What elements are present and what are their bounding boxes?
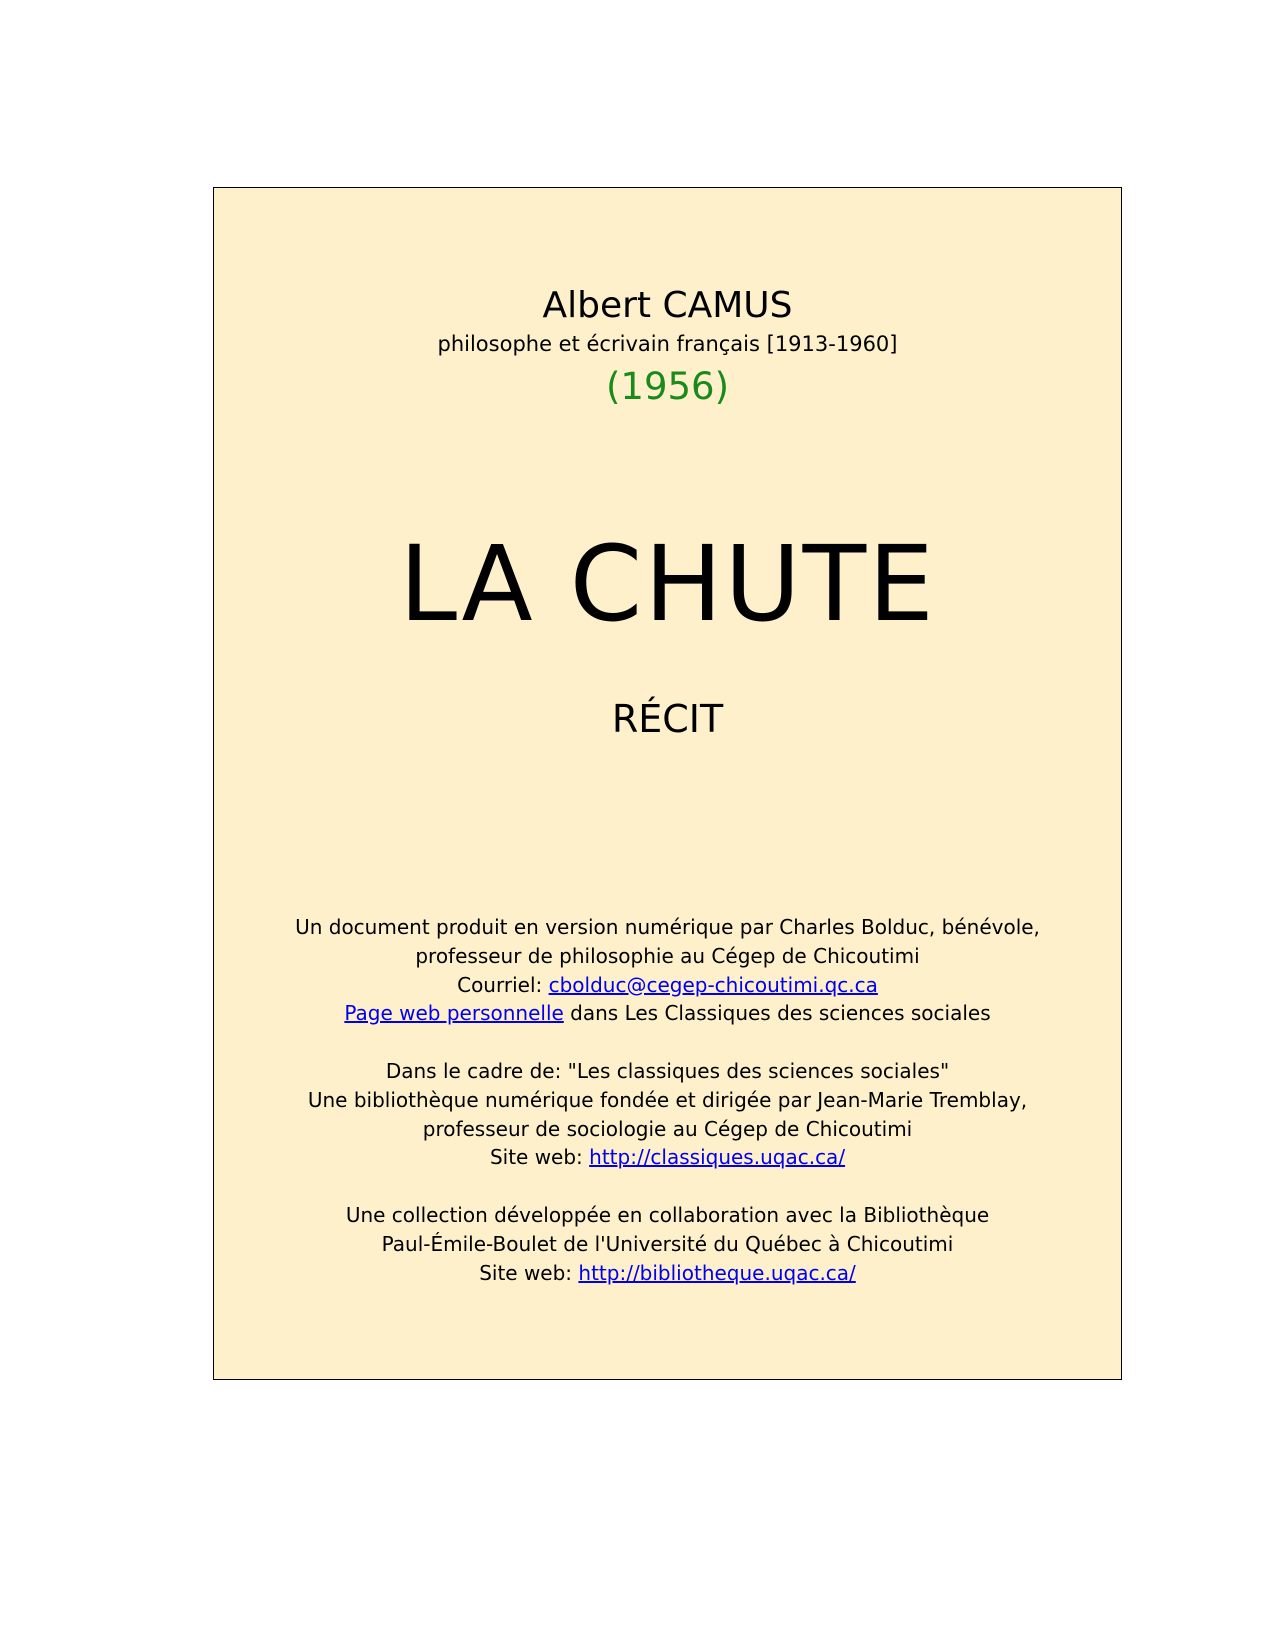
spacer (214, 1172, 1121, 1201)
classiques-site-link[interactable]: http://classiques.uqac.ca/ (589, 1145, 846, 1170)
collection-founder-role: professeur de sociologie au Cégep de Chicoutimi (422, 1116, 913, 1141)
personal-page-link[interactable]: Page web personnelle (344, 1001, 564, 1026)
cover-page (213, 187, 1122, 1380)
publication-year: (1956) (605, 365, 730, 408)
collection-founder-line: Une bibliothèque numérique fondée et dirigée par Jean-Marie Tremblay, (307, 1087, 1028, 1112)
spacer (214, 1028, 1121, 1057)
credits-personal-page-line (214, 999, 1121, 1028)
library-collab-line: Une collection développée en collaboration avec la Bibliothèque (345, 1202, 990, 1227)
library-site-link[interactable]: http://bibliotheque.uqac.ca/ (578, 1260, 856, 1285)
credits-email-line (214, 971, 1121, 1000)
credits-section (214, 913, 1121, 1287)
author-name: Albert CAMUS (542, 285, 793, 326)
library-site-line (214, 1259, 1121, 1288)
personal-page-suffix: dans Les Classiques des sciences sociales (563, 1001, 991, 1026)
library-site-label: Site web: (479, 1260, 579, 1285)
collection-site-label: Site web: (489, 1145, 590, 1170)
book-title: LA CHUTE (399, 523, 936, 645)
email-link[interactable]: cbolduc@cegep-chicoutimi.qc.ca (548, 972, 878, 997)
library-name-line: Paul-Émile-Boulet de l'Université du Québec à Chicoutimi (381, 1231, 954, 1256)
credits-producer-role: professeur de philosophie au Cégep de Chicoutimi (415, 943, 920, 968)
email-label: Courriel: (457, 972, 549, 997)
credits-producer-line: Un document produit en version numérique par Charles Bolduc, bénévole, (295, 915, 1040, 939)
collection-frame-line: Dans le cadre de: "Les classiques des sciences sociales" (385, 1058, 950, 1083)
collection-site-line (214, 1143, 1121, 1172)
author-description: philosophe et écrivain français [1913-1960] (437, 332, 898, 356)
book-genre: RÉCIT (611, 697, 724, 741)
